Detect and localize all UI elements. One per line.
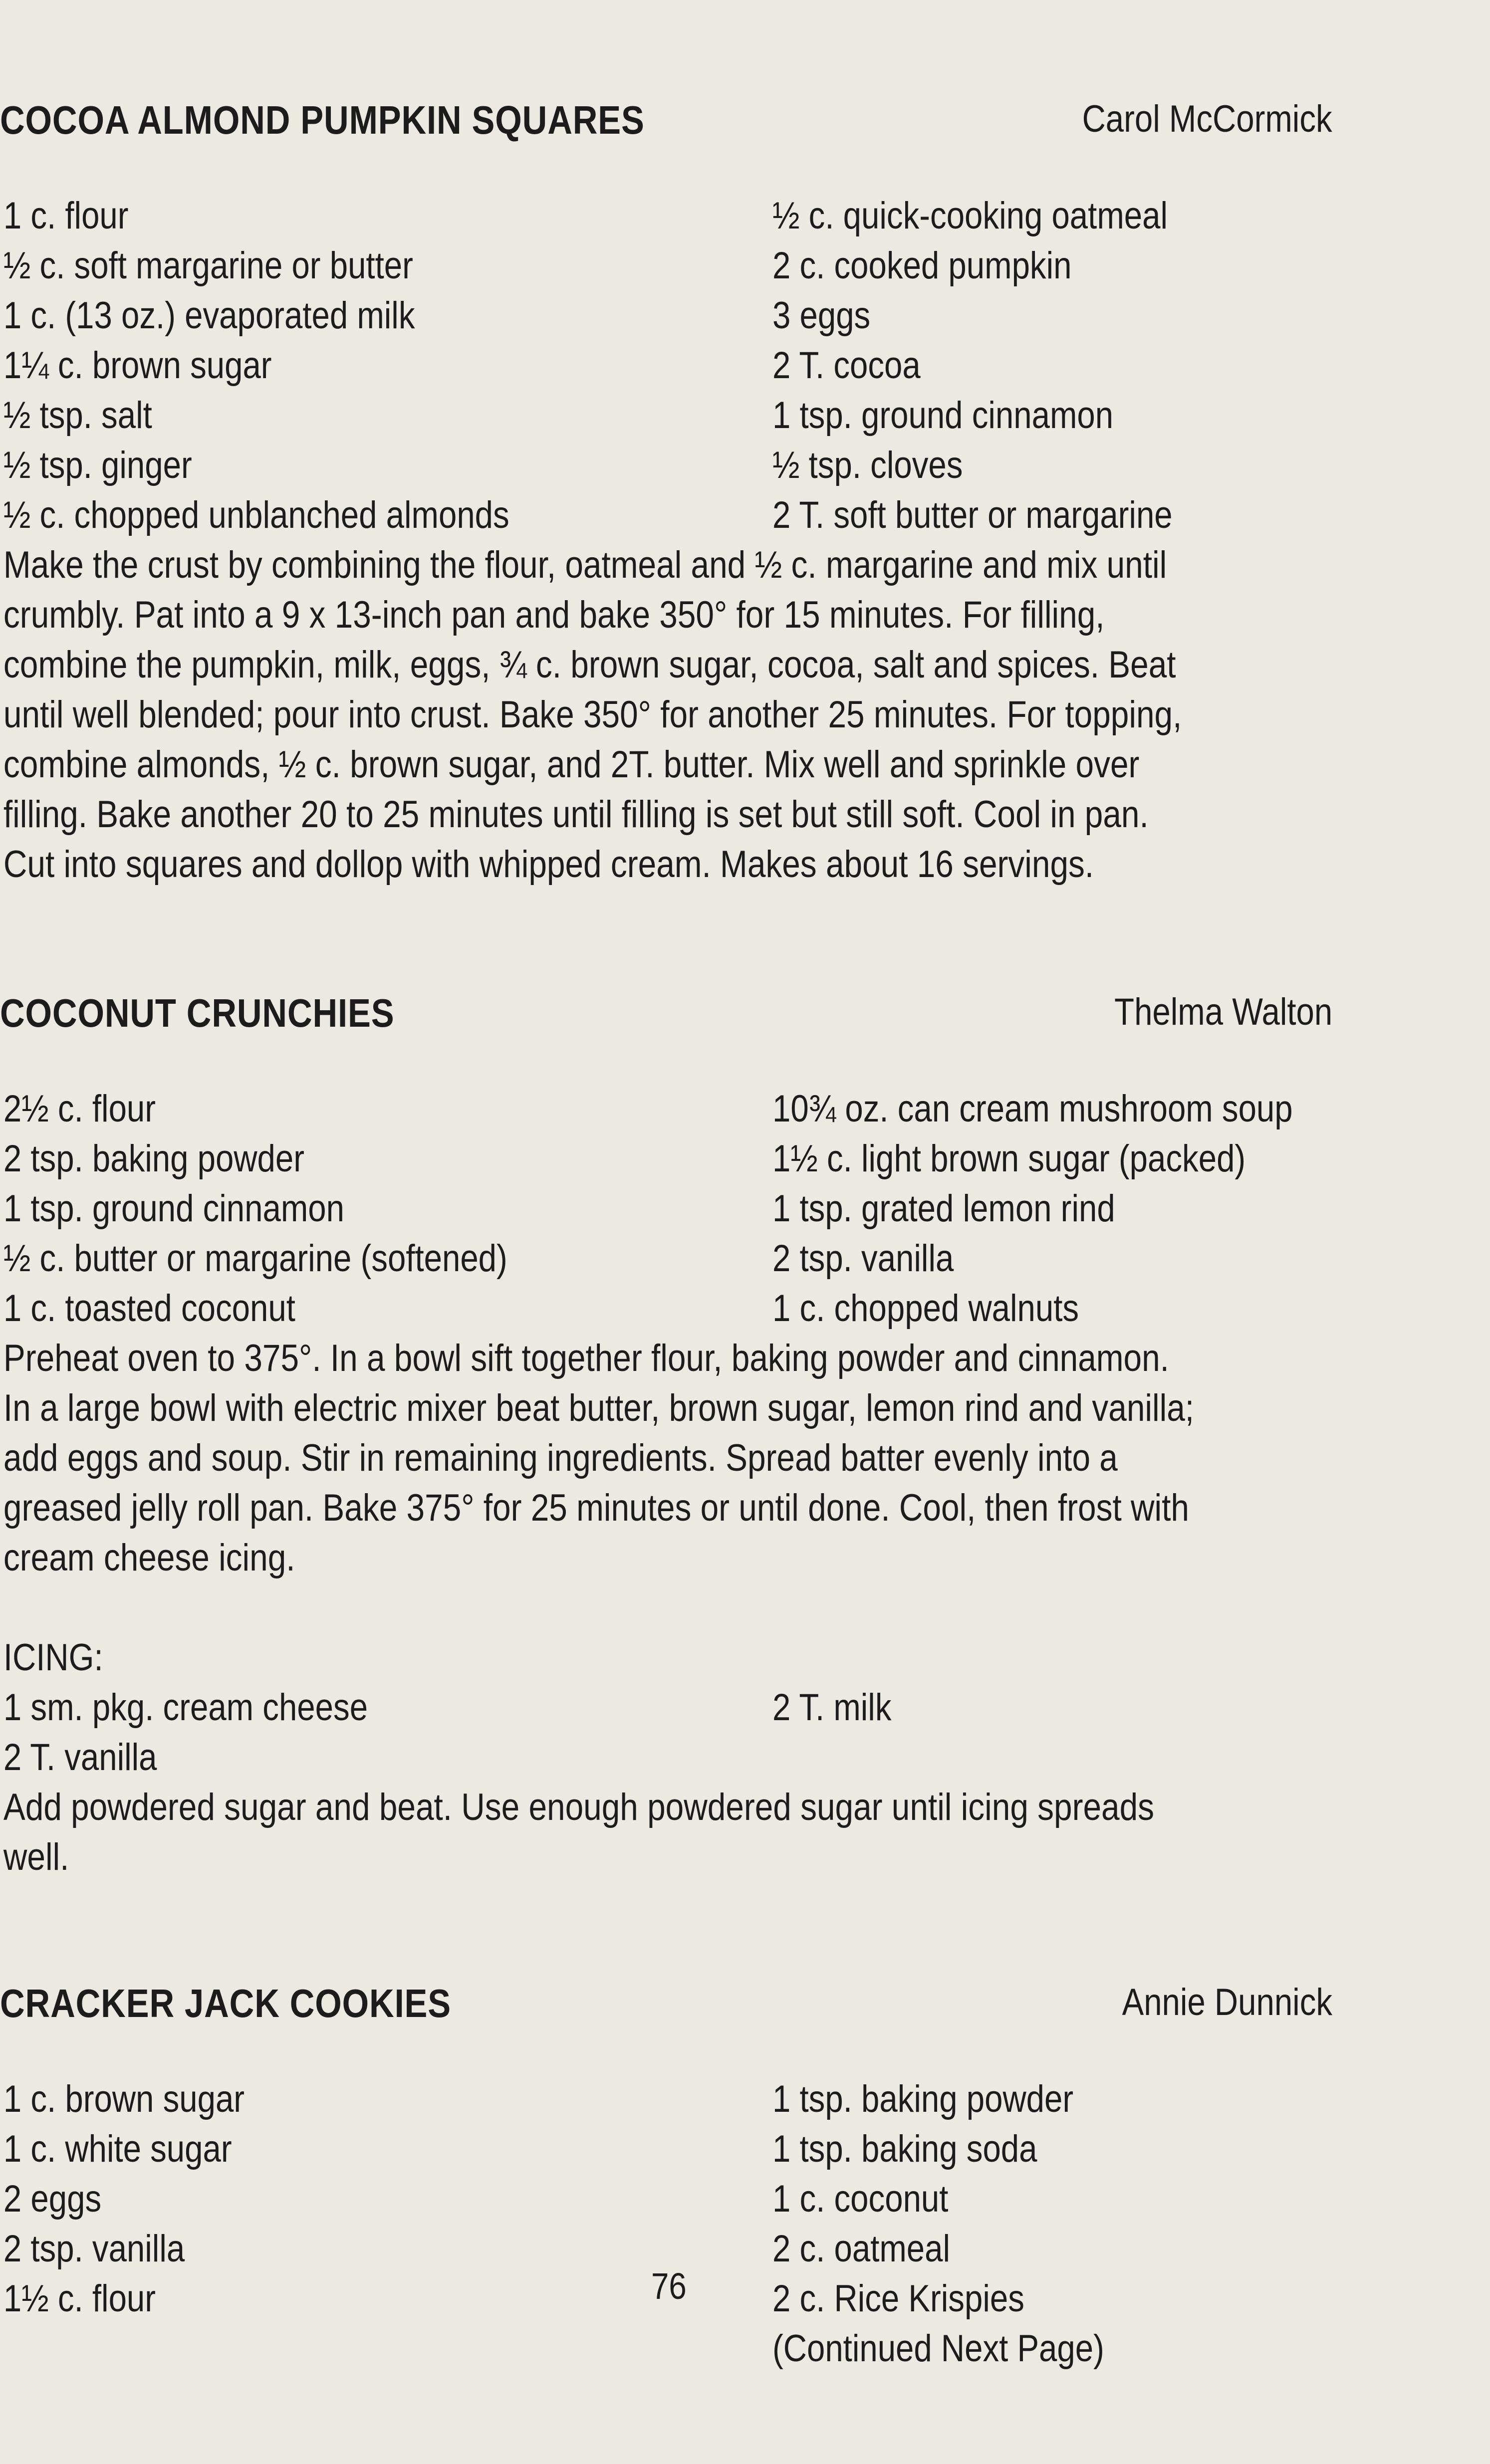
recipe-directions bbox=[0, 1334, 1341, 1583]
recipe-header bbox=[0, 1981, 1347, 2030]
ingredient-list bbox=[0, 1084, 1347, 1334]
ingredient-row bbox=[0, 1284, 1347, 1334]
ingredient: 1 tsp. baking soda bbox=[772, 2128, 1037, 2170]
directions-line: Preheat oven to 375°. In a bowl sift together flour, baking powder and cinnamon. bbox=[3, 1337, 1169, 1379]
ingredient: 2 T. milk bbox=[772, 1686, 892, 1729]
ingredient: 2 c. Rice Krispies bbox=[772, 2277, 1024, 2320]
ingredient-row bbox=[0, 1184, 1347, 1234]
ingredient: 1 c. toasted coconut bbox=[3, 1287, 295, 1330]
ingredient: 2 T. soft butter or margarine bbox=[772, 494, 1173, 536]
ingredient: 2 T. vanilla bbox=[3, 1736, 157, 1779]
ingredient: 2 T. cocoa bbox=[772, 344, 921, 387]
ingredient-row bbox=[0, 1234, 1347, 1284]
ingredient: 1 sm. pkg. cream cheese bbox=[3, 1686, 368, 1729]
ingredient: ½ tsp. ginger bbox=[3, 444, 192, 486]
ingredient-row bbox=[0, 291, 1347, 341]
ingredient-row bbox=[0, 341, 1347, 391]
ingredient-row bbox=[0, 2324, 1347, 2374]
ingredient-list bbox=[0, 2074, 1347, 2374]
ingredient: ½ tsp. salt bbox=[3, 394, 152, 437]
ingredient: 2 tsp. vanilla bbox=[3, 2228, 185, 2270]
directions-line: combine almonds, ½ c. brown sugar, and 2T. butter. Mix well and sprinkle over bbox=[3, 743, 1140, 786]
directions-line: add eggs and soup. Stir in remaining ingredients. Spread batter evenly into a bbox=[3, 1437, 1118, 1479]
ingredient-row bbox=[0, 1084, 1347, 1134]
recipe-title: COCOA ALMOND PUMPKIN SQUARES bbox=[0, 98, 645, 142]
ingredient: 1 c. chopped walnuts bbox=[772, 1287, 1079, 1330]
recipe-cocoa-almond-pumpkin-squares bbox=[0, 97, 1347, 890]
ingredient: 1¼ c. brown sugar bbox=[3, 344, 272, 387]
recipe-author: Thelma Walton bbox=[1114, 991, 1332, 1033]
ingredient-row bbox=[0, 391, 1347, 441]
ingredient: 2 c. cooked pumpkin bbox=[772, 244, 1072, 287]
ingredient: 1 c. coconut bbox=[772, 2178, 949, 2220]
ingredient: 2 tsp. baking powder bbox=[3, 1137, 305, 1180]
ingredient: ½ c. quick-cooking oatmeal bbox=[772, 195, 1168, 237]
ingredient: 1 c. white sugar bbox=[3, 2128, 232, 2170]
page-number: 76 bbox=[651, 2265, 687, 2307]
recipe-cracker-jack-cookies bbox=[0, 1981, 1347, 2374]
recipe-title: COCONUT CRUNCHIES bbox=[0, 991, 395, 1035]
icing-directions bbox=[0, 1783, 1341, 1882]
ingredient-row bbox=[0, 2074, 1347, 2124]
ingredient: ½ tsp. cloves bbox=[772, 444, 963, 486]
ingredient-row bbox=[0, 1134, 1347, 1184]
ingredient-row bbox=[0, 1733, 1347, 1783]
ingredient: 1½ c. light brown sugar (packed) bbox=[772, 1137, 1246, 1180]
directions-line: greased jelly roll pan. Bake 375° for 25 minutes or until done. Cool, then frost with bbox=[3, 1487, 1189, 1529]
directions-line: until well blended; pour into crust. Bake 350° for another 25 minutes. For topping, bbox=[3, 693, 1182, 736]
ingredient: 2 eggs bbox=[3, 2178, 102, 2220]
ingredient: 2 c. oatmeal bbox=[772, 2228, 951, 2270]
recipe-author: Carol McCormick bbox=[1082, 98, 1332, 140]
directions-line: In a large bowl with electric mixer beat butter, brown sugar, lemon rind and vanilla; bbox=[3, 1387, 1195, 1429]
directions-line: filling. Bake another 20 to 25 minutes until filling is set but still soft. Cool in pan. bbox=[3, 793, 1149, 836]
ingredient-row bbox=[0, 241, 1347, 291]
icing-label: ICING: bbox=[3, 1636, 103, 1679]
ingredient bbox=[0, 2324, 664, 2374]
ingredient: 1 tsp. grated lemon rind bbox=[772, 1187, 1115, 1230]
ingredient: 3 eggs bbox=[772, 294, 871, 337]
ingredient: 1 c. flour bbox=[3, 195, 129, 237]
recipe-coconut-crunchies bbox=[0, 990, 1347, 1882]
ingredient: 2 tsp. vanilla bbox=[772, 1237, 954, 1280]
recipe-author: Annie Dunnick bbox=[1122, 1981, 1332, 2023]
ingredient: 1 tsp. ground cinnamon bbox=[3, 1187, 344, 1230]
directions-line: Add powdered sugar and beat. Use enough powdered sugar until icing spreads bbox=[3, 1786, 1155, 1828]
recipe-directions bbox=[0, 540, 1341, 890]
recipe-header bbox=[0, 97, 1347, 147]
directions-line: well. bbox=[3, 1836, 69, 1878]
ingredient-row bbox=[0, 441, 1347, 490]
ingredient: 2½ c. flour bbox=[3, 1088, 156, 1130]
ingredient: ½ c. chopped unblanched almonds bbox=[3, 494, 509, 536]
ingredient-row bbox=[0, 2124, 1347, 2174]
ingredient: 1 tsp. baking powder bbox=[772, 2078, 1074, 2120]
ingredient-row bbox=[0, 490, 1347, 540]
ingredient-row bbox=[0, 191, 1347, 241]
ingredient-list bbox=[0, 191, 1347, 540]
directions-line: cream cheese icing. bbox=[3, 1537, 295, 1579]
ingredient bbox=[772, 1733, 1266, 1783]
ingredient: 10¾ oz. can cream mushroom soup bbox=[772, 1088, 1293, 1130]
ingredient: 1 c. brown sugar bbox=[3, 2078, 245, 2120]
ingredient: 1 c. (13 oz.) evaporated milk bbox=[3, 294, 415, 337]
directions-line: crumbly. Pat into a 9 x 13-inch pan and bake 350° for 15 minutes. For filling, bbox=[3, 594, 1105, 636]
recipe-header bbox=[0, 990, 1347, 1040]
recipe-title: CRACKER JACK COOKIES bbox=[0, 1981, 452, 2025]
ingredient: ½ c. soft margarine or butter bbox=[3, 244, 413, 287]
directions-line: Make the crust by combining the flour, oatmeal and ½ c. margarine and mix until bbox=[3, 544, 1167, 586]
continued-note: (Continued Next Page) bbox=[772, 2327, 1104, 2370]
directions-line: Cut into squares and dollop with whipped cream. Makes about 16 servings. bbox=[3, 843, 1094, 886]
ingredient: 1 tsp. ground cinnamon bbox=[772, 394, 1114, 437]
ingredient-row bbox=[0, 2174, 1347, 2224]
ingredient: ½ c. butter or margarine (softened) bbox=[3, 1237, 507, 1280]
ingredient-row bbox=[0, 1683, 1347, 1733]
icing-ingredient-list bbox=[0, 1683, 1347, 1783]
directions-line: combine the pumpkin, milk, eggs, ¾ c. brown sugar, cocoa, salt and spices. Beat bbox=[3, 644, 1176, 686]
ingredient: 1½ c. flour bbox=[3, 2277, 156, 2320]
